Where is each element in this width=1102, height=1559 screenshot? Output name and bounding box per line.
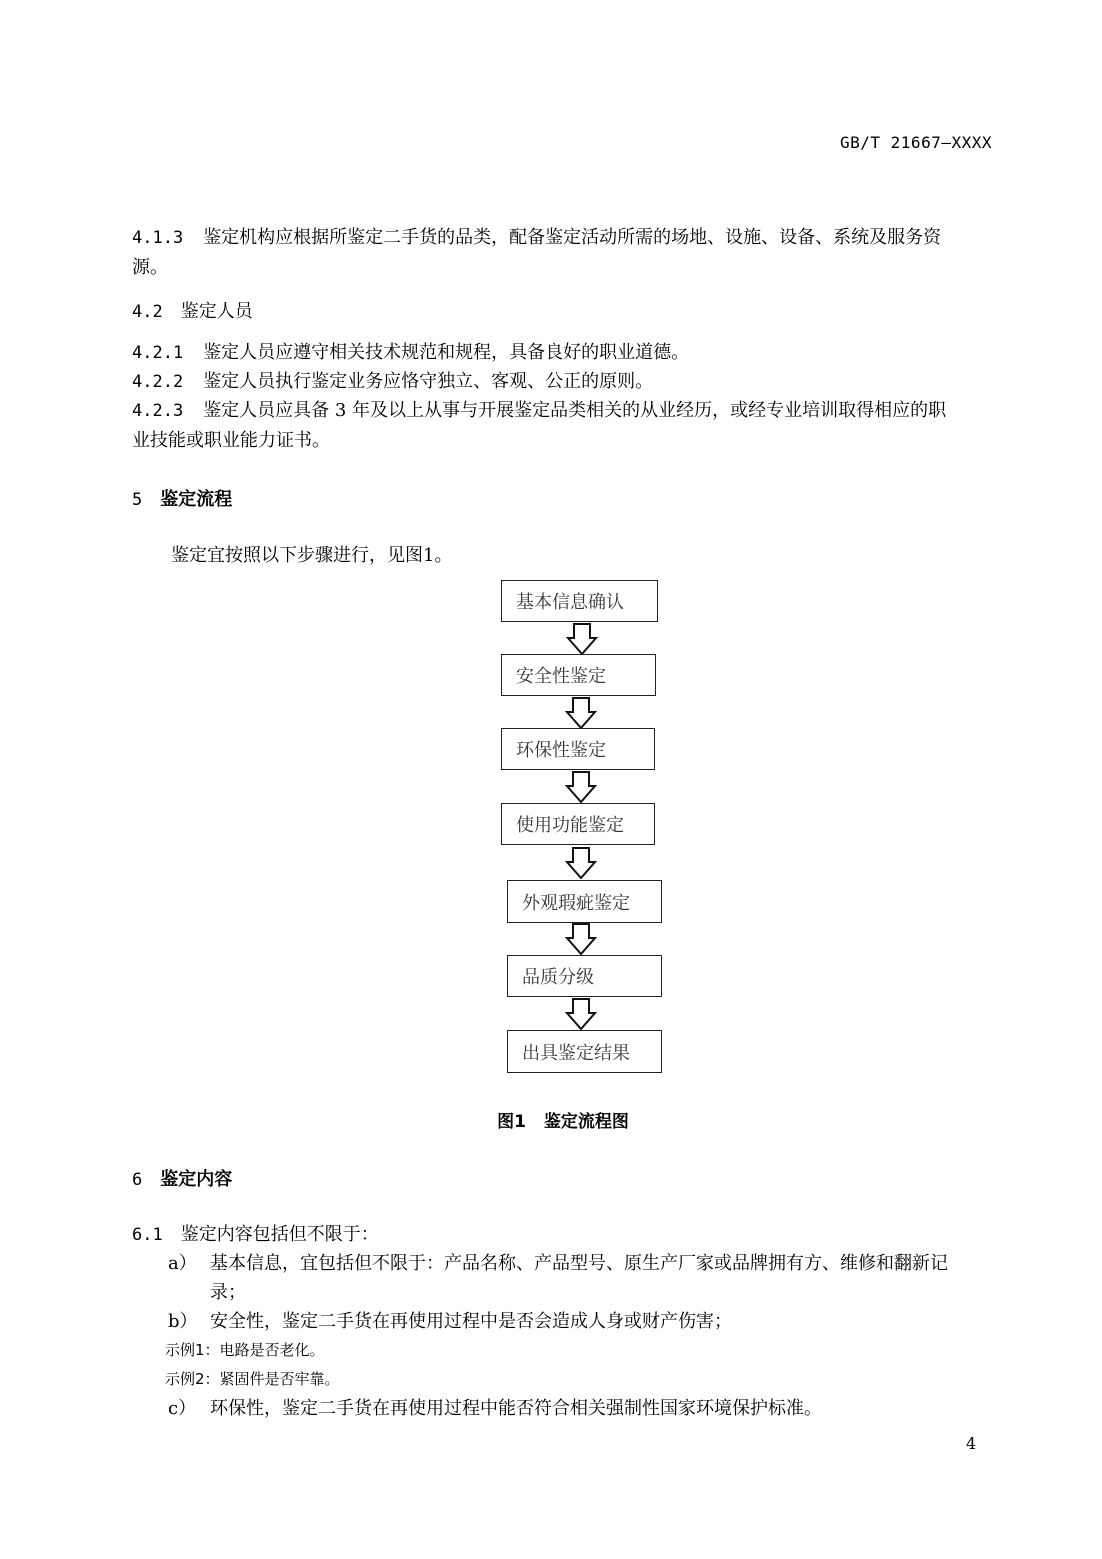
- clause-number: 4.2.1: [132, 343, 184, 363]
- clause-6-1: [132, 1220, 998, 1250]
- flow-step-environment: 环保性鉴定: [501, 728, 655, 770]
- flow-intro: 鉴定宜按照以下步骤进行，见图1。: [171, 545, 453, 566]
- example-2: 示例2：紧固件是否牢靠。: [165, 1370, 340, 1388]
- flow-arrow-down-icon: [565, 998, 597, 1030]
- heading-title: 鉴定流程: [160, 489, 233, 510]
- heading-5: [132, 485, 232, 511]
- list-label: b）: [168, 1311, 198, 1332]
- list-label: a）: [168, 1253, 197, 1274]
- flow-step-function: 使用功能鉴定: [501, 803, 655, 845]
- flow-step-result: 出具鉴定结果: [507, 1030, 662, 1073]
- figure-number: 图1: [497, 1112, 526, 1132]
- list-item-c: [168, 1394, 998, 1423]
- flow-step-appearance: 外观瑕疵鉴定: [507, 880, 662, 923]
- clause-4-2-3: [132, 396, 998, 455]
- clause-text: 鉴定人员执行鉴定业务应恪守独立、客观、公正的原则。: [203, 371, 654, 392]
- heading-title: 鉴定内容: [160, 1169, 233, 1190]
- clause-number: 6.1: [132, 1225, 163, 1245]
- list-text: 安全性，鉴定二手货在再使用过程中是否会造成人身或财产伤害；: [210, 1311, 732, 1332]
- list-label: c）: [168, 1398, 197, 1419]
- clause-number: 4.2.2: [132, 372, 184, 392]
- clause-number: 4.2.3: [132, 401, 184, 421]
- heading-number: 6: [132, 1170, 143, 1190]
- list-text-line2: 录；: [210, 1282, 246, 1303]
- page-number: 4: [966, 1434, 977, 1453]
- example-1: 示例1：电路是否老化。: [165, 1341, 325, 1359]
- list-item-a: [168, 1249, 998, 1307]
- list-item-b: [168, 1307, 998, 1336]
- heading-number: 4.2: [132, 302, 163, 322]
- figure-title: 鉴定流程图: [543, 1112, 629, 1132]
- flow-step-safety: 安全性鉴定: [501, 654, 656, 696]
- list-text-line1: 基本信息，宜包括但不限于：产品名称、产品型号、原生产厂家或品牌拥有方、维修和翻新记: [210, 1253, 948, 1274]
- list-text: 环保性，鉴定二手货在再使用过程中能否符合相关强制性国家环境保护标准。: [210, 1398, 822, 1419]
- heading-4-2: [132, 297, 253, 323]
- document-code: GB/T 21667—XXXX: [840, 133, 992, 152]
- flow-arrow-down-icon: [565, 847, 597, 879]
- flow-arrow-down-icon: [565, 697, 597, 729]
- flow-arrow-down-icon: [565, 771, 597, 803]
- figure-caption: [0, 1107, 1102, 1132]
- clause-text: 鉴定内容包括但不限于：: [180, 1224, 379, 1245]
- clause-4-2-1: [132, 338, 998, 368]
- flow-arrow-down-icon: [565, 923, 597, 955]
- flow-arrow-down-icon: [566, 623, 598, 655]
- heading-number: 5: [132, 490, 143, 510]
- clause-number: 4.1.3: [132, 228, 184, 248]
- clause-text: 鉴定人员应遵守相关技术规范和规程，具备良好的职业道德。: [203, 342, 690, 363]
- clause-4-2-2: [132, 367, 998, 397]
- clause-text-line2: 源。: [132, 257, 168, 278]
- clause-text-line1: 鉴定机构应根据所鉴定二手货的品类，配备鉴定活动所需的场地、设施、设备、系统及服务资: [203, 227, 942, 248]
- clause-4-1-3: [132, 223, 998, 282]
- flow-step-basic-info: 基本信息确认: [501, 580, 658, 622]
- flow-step-grading: 品质分级: [507, 955, 662, 997]
- heading-title: 鉴定人员: [180, 301, 253, 322]
- heading-6: [132, 1165, 232, 1191]
- clause-text-line1: 鉴定人员应具备 3 年及以上从事与开展鉴定品类相关的从业经历，或经专业培训取得相应的职: [203, 400, 947, 421]
- clause-text-line2: 业技能或职业能力证书。: [132, 430, 330, 451]
